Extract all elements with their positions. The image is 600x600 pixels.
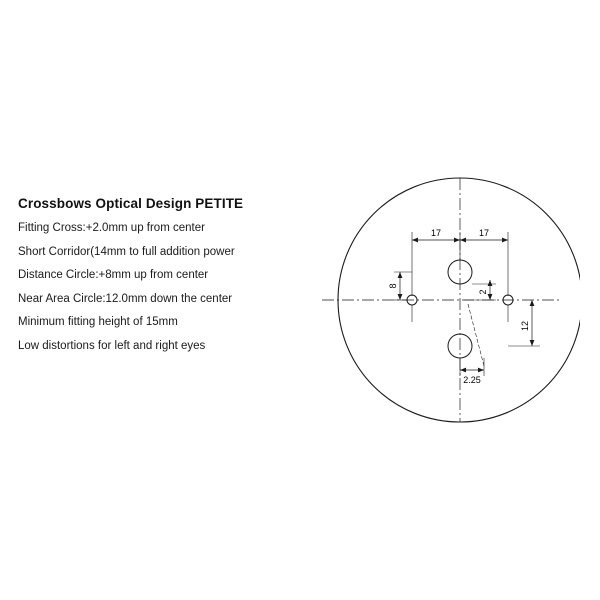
arrowhead <box>488 280 493 286</box>
dimension-label-left-vertical: 8 <box>388 283 398 289</box>
arrowhead <box>460 238 466 243</box>
spec-item: Near Area Circle:12.0mm down the center <box>18 292 233 305</box>
arrowhead <box>398 272 403 278</box>
arrowhead <box>478 368 484 373</box>
spec-item: Fitting Cross:+2.0mm up from center <box>18 222 205 234</box>
arrowhead <box>412 238 418 243</box>
lens-diagram <box>300 170 580 435</box>
arrowhead <box>502 238 508 243</box>
arrowhead <box>530 300 535 306</box>
specification-panel <box>18 196 288 362</box>
arrowhead <box>398 294 403 300</box>
leader-line-bottom-offset <box>468 304 484 366</box>
arrowhead <box>530 340 535 346</box>
spec-item: Low distortions for left and right eyes <box>18 339 206 352</box>
arrowhead <box>488 294 493 300</box>
dimension-label-center-vertical: 2 <box>478 289 488 295</box>
lens-diagram-svg <box>300 170 580 430</box>
page-title: Crossbows Optical Design PETITE <box>18 196 244 211</box>
dimension-label-top-left: 17 <box>430 228 442 238</box>
arrowhead <box>454 238 460 243</box>
dimension-label-right-vertical: 12 <box>520 320 530 332</box>
dimension-label-bottom-offset: 2.25 <box>463 375 481 385</box>
spec-item: Distance Circle:+8mm up from center <box>18 269 209 282</box>
spec-item: Short Corridor(14mm to full addition power <box>18 245 235 258</box>
arrowhead <box>460 368 466 373</box>
dimension-label-top-right: 17 <box>478 228 490 238</box>
spec-item: Minimum fitting height of 15mm <box>18 316 178 329</box>
